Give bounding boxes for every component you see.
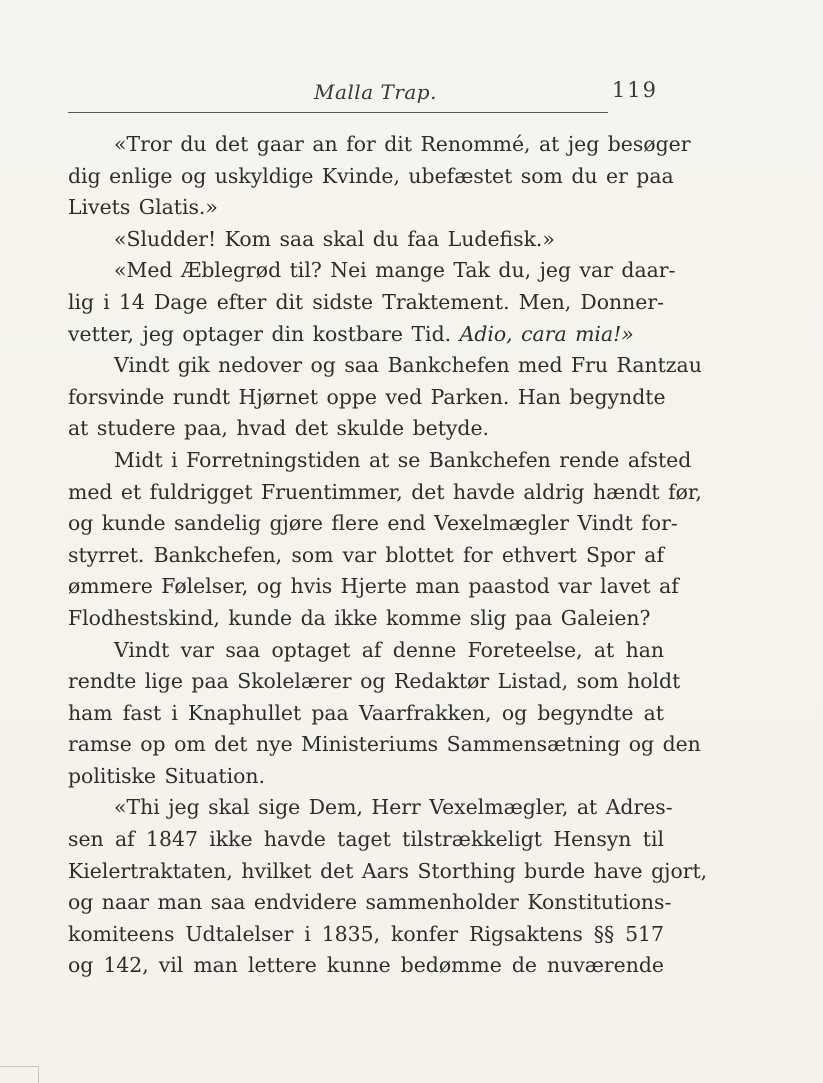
text-line: politiske Situation. — [68, 763, 266, 788]
page-header — [68, 76, 660, 116]
running-title: Malla Trap. — [314, 80, 437, 104]
text-line: «Med Æblegrød til? Nei mange Tak du, jeg var daar- — [114, 258, 676, 283]
page-number: 119 — [611, 78, 658, 102]
text-line: at studere paa, hvad det skulde betyde. — [68, 416, 490, 441]
text-line: med et fuldrigget Fruentimmer, det havde aldrig hændt før, — [68, 479, 702, 504]
text-line: styrret. Bankchefen, som var blottet for ethvert Spor af — [68, 542, 664, 567]
text-line: «Sludder! Kom saa skal du faa Ludefisk.» — [114, 226, 555, 251]
text-line: «Tror du det gaar an for dit Renommé, at jeg besøger — [114, 132, 691, 156]
header-rule — [68, 112, 608, 113]
text-line: og naar man saa endvidere sammenholder Konstitutions- — [68, 890, 672, 915]
text-line: lig i 14 Dage efter dit sidste Traktement. Men, Donner- — [68, 289, 664, 314]
text-line: Vindt gik nedover og saa Bankchefen med Fru Rantzau — [114, 353, 702, 378]
text-line: dig enlige og uskyldige Kvinde, ubefæstet som du er paa — [68, 163, 674, 188]
text-line: sen af 1847 ikke havde taget tilstrækkeligt Hensyn til — [68, 827, 664, 852]
text-line: komiteens Udtalelser i 1835, konfer Rigsaktens §§ 517 — [68, 921, 664, 946]
text-line: Vindt var saa optaget af denne Foreteelse, at han — [114, 637, 664, 662]
text-line: og kunde sandelig gjøre flere end Vexelmægler Vindt for- — [68, 511, 678, 536]
text-line-with-italic — [68, 319, 664, 351]
text-line: Kielertraktaten, hvilket det Aars Storthing burde have gjort, — [68, 858, 708, 883]
text-line: Livets Glatis.» — [68, 195, 218, 220]
text-line: Midt i Forretningstiden at se Bankchefen rende afsted — [114, 447, 692, 472]
italic-phrase: Adio, cara mia!» — [459, 321, 634, 346]
text-line: ømmere Følelser, og hvis Hjerte man paastod var lavet af — [68, 574, 679, 599]
text-line: Flodhestskind, kunde da ikke komme slig paa Galeien? — [68, 605, 651, 630]
body-text — [68, 129, 708, 982]
text-segment: vetter, jeg optager din kostbare Tid. — [68, 321, 460, 346]
scan-corner-mark — [0, 1066, 39, 1083]
text-line: forsvinde rundt Hjørnet oppe ved Parken. Han begyndte — [68, 384, 666, 409]
text-line: ham fast i Knaphullet paa Vaarfrakken, og begyndte at — [68, 700, 664, 725]
text-line: ramse op om det nye Ministeriums Sammensætning og den — [68, 732, 701, 757]
text-line: og 142, vil man lettere kunne bedømme de nuværende — [68, 953, 664, 978]
text-line: rendte lige paa Skolelærer og Redaktør Listad, som holdt — [68, 669, 681, 694]
text-line: «Thi jeg skal sige Dem, Herr Vexelmægler, at Adres- — [114, 795, 673, 820]
